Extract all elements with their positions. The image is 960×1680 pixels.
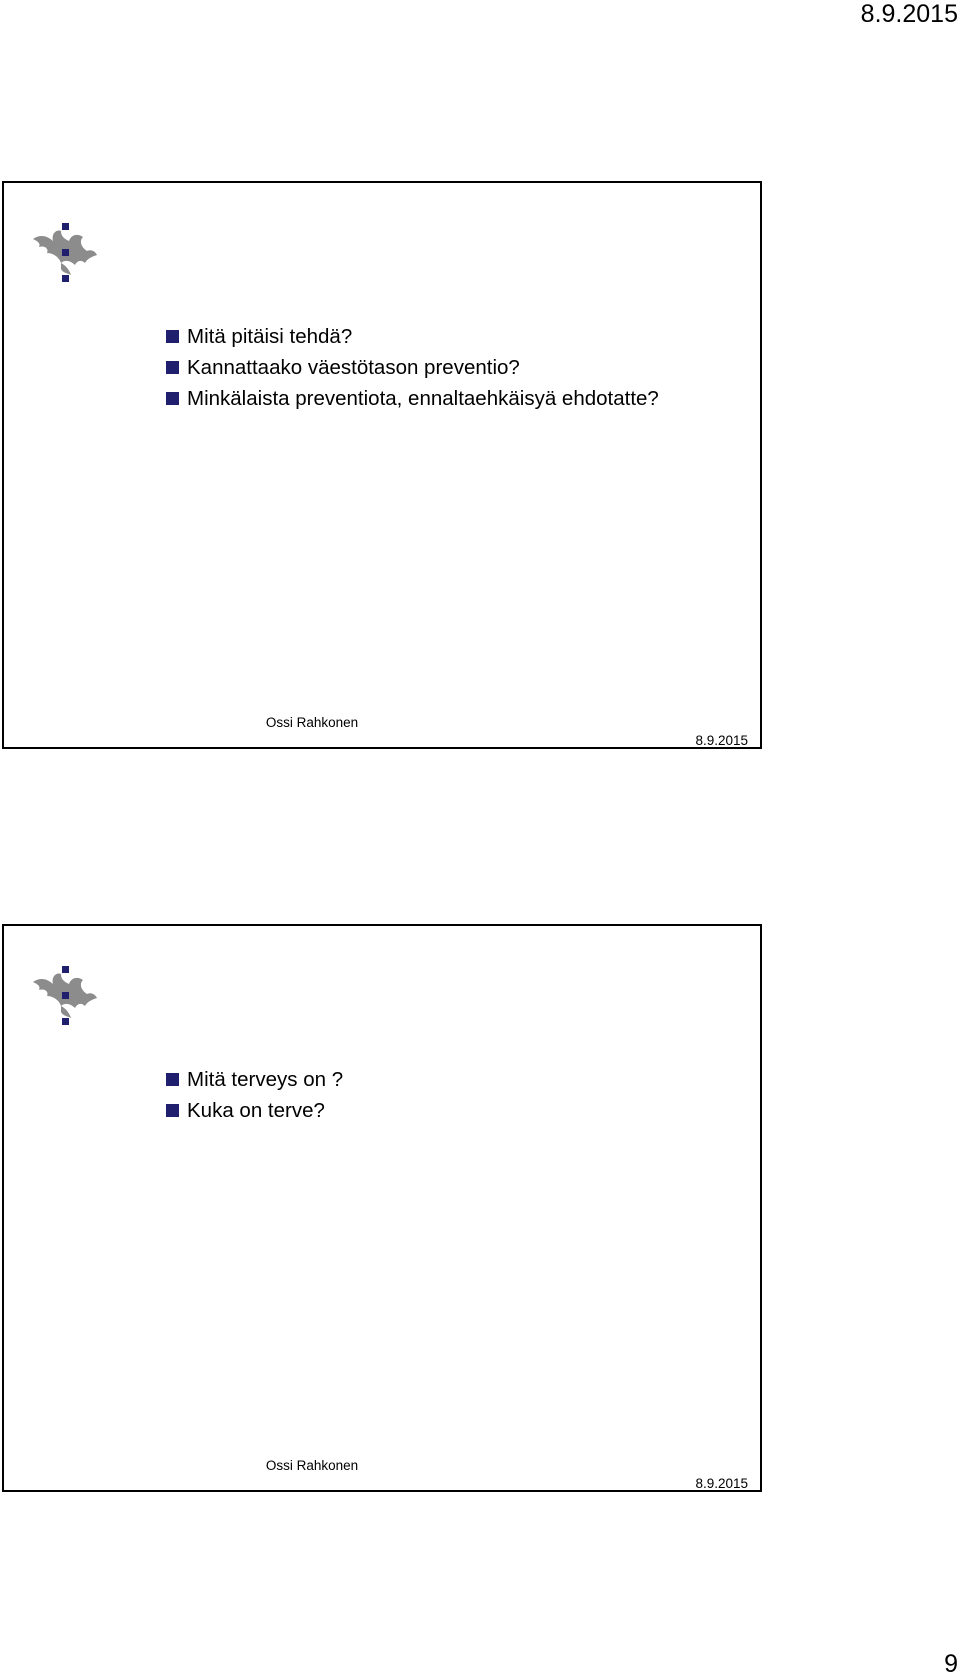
slide-1 [2,181,762,749]
page-number: 9 [944,1650,958,1678]
square-bullet-icon [166,392,179,405]
bullet-item [166,352,659,383]
slide-footer-author: Ossi Rahkonen [265,1458,359,1473]
page-date: 8.9.2015 [860,0,958,28]
square-bullet-icon [166,330,179,343]
university-flame-logo-icon [31,219,99,287]
bullet-text: Kuka on terve? [187,1099,325,1122]
slide-footer-date: 8.9.2015 [695,1476,748,1491]
bullet-list [166,1064,343,1126]
slide-footer-date: 8.9.2015 [695,733,748,748]
bullet-item [166,321,659,352]
bullet-list [166,321,659,414]
slide-footer-author: Ossi Rahkonen [265,715,359,730]
bullet-text: Mitä terveys on ? [187,1068,344,1091]
square-bullet-icon [166,1073,179,1086]
bullet-item [166,1095,343,1126]
university-flame-logo-icon [31,962,99,1030]
square-bullet-icon [166,361,179,374]
bullet-text: Minkälaista preventiota, ennaltaehkäisyä ehdotatte? [187,387,659,410]
square-bullet-icon [166,1104,179,1117]
bullet-item [166,383,659,414]
slide-2 [2,924,762,1492]
bullet-text: Mitä pitäisi tehdä? [187,325,353,348]
bullet-text: Kannattaako väestötason preventio? [187,356,520,379]
bullet-item [166,1064,343,1095]
